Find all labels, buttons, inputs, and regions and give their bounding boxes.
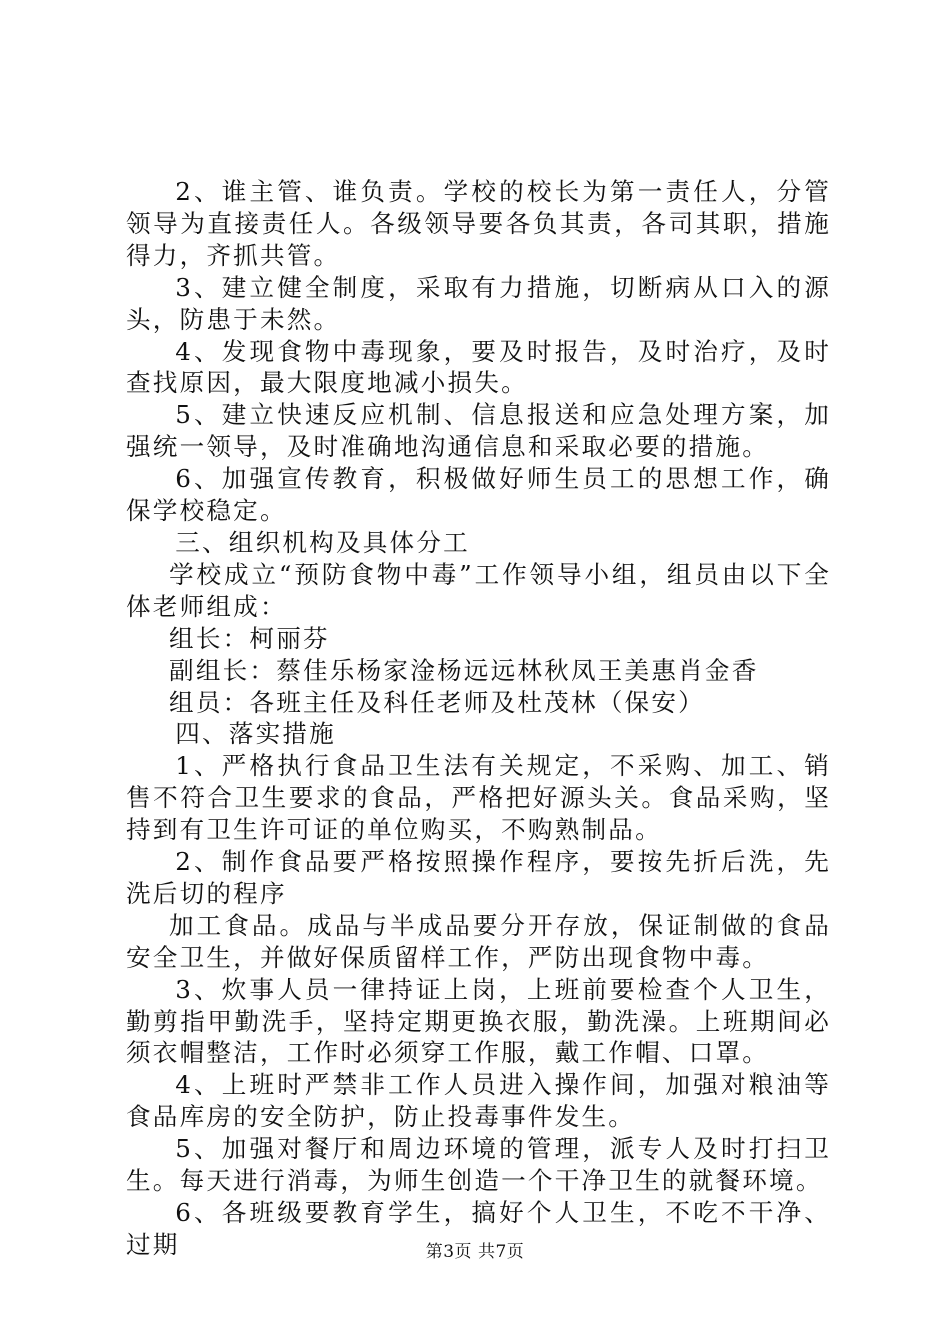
group-leader-line: 组长：柯丽芬 — [169, 623, 330, 653]
paragraph-student-hygiene: 6、各班级要教育学生，搞好个人卫生，不吃不干净、过期 — [126, 1198, 831, 1259]
paragraph-responsibility: 2、谁主管、谁负责。学校的校长为第一责任人，分管领导为直接责任人。各级领导要各负其责，各司其职，措施得力，齐抓共管。 — [126, 177, 831, 270]
paragraph-procedure: 2、制作食品要严格按照操作程序，要按先折后洗，先洗后切的程序 — [126, 847, 831, 908]
deputy-leader-line: 副组长：蔡佳乐杨家淦杨远远林秋凤王美惠肖金香 — [169, 655, 759, 685]
paragraph-processing: 加工食品。成品与半成品要分开存放，保证制做的食品安全卫生，并做好保质留样工作，严防出现食物中毒。 — [126, 910, 831, 972]
paragraph-leading-group: 学校成立“预防食物中毒”工作领导小组，组员由以下全体老师组成： — [126, 559, 831, 621]
paragraph-environment: 5、加强对餐厅和周边环境的管理，派专人及时打扫卫生。每天进行消毒，为师生创造一个干净卫生的就餐环境。 — [126, 1134, 831, 1196]
paragraph-staff-hygiene: 3、炊事人员一律持证上岗，上班前要检查个人卫生，勤剪指甲勤洗手，坚持定期更换衣服，勤洗澡。上班期间必须衣帽整洁，工作时必须穿工作服，戴工作帽、口罩。 — [126, 974, 831, 1068]
section-heading-organization: 三、组织机构及具体分工 — [175, 527, 470, 557]
document-body — [126, 176, 831, 1261]
paragraph-report: 4、发现食物中毒现象，要及时报告，及时治疗，及时查找原因，最大限度地减小损失。 — [126, 336, 831, 398]
page-number-footer: 第3页 共7页 — [425, 1242, 525, 1262]
paragraph-food-law: 1、严格执行食品卫生法有关规定，不采购、加工、销售不符合卫生要求的食品，严格把好源头关。食品采购，坚持到有卫生许可证的单位购买，不购熟制品。 — [126, 751, 831, 845]
members-line: 组员：各班主任及科任老师及杜茂林（保安） — [169, 687, 705, 717]
paragraph-access-control: 4、上班时严禁非工作人员进入操作间，加强对粮油等食品库房的安全防护，防止投毒事件发生。 — [126, 1070, 831, 1132]
paragraph-system: 3、建立健全制度，采取有力措施，切断病从口入的源头，防患于未然。 — [126, 272, 831, 334]
paragraph-education: 6、加强宣传教育，积极做好师生员工的思想工作，确保学校稳定。 — [126, 464, 831, 526]
section-heading-measures: 四、落实措施 — [175, 719, 336, 749]
paragraph-response: 5、建立快速反应机制、信息报送和应急处理方案，加强统一领导，及时准确地沟通信息和采取必要的措施。 — [126, 400, 831, 462]
